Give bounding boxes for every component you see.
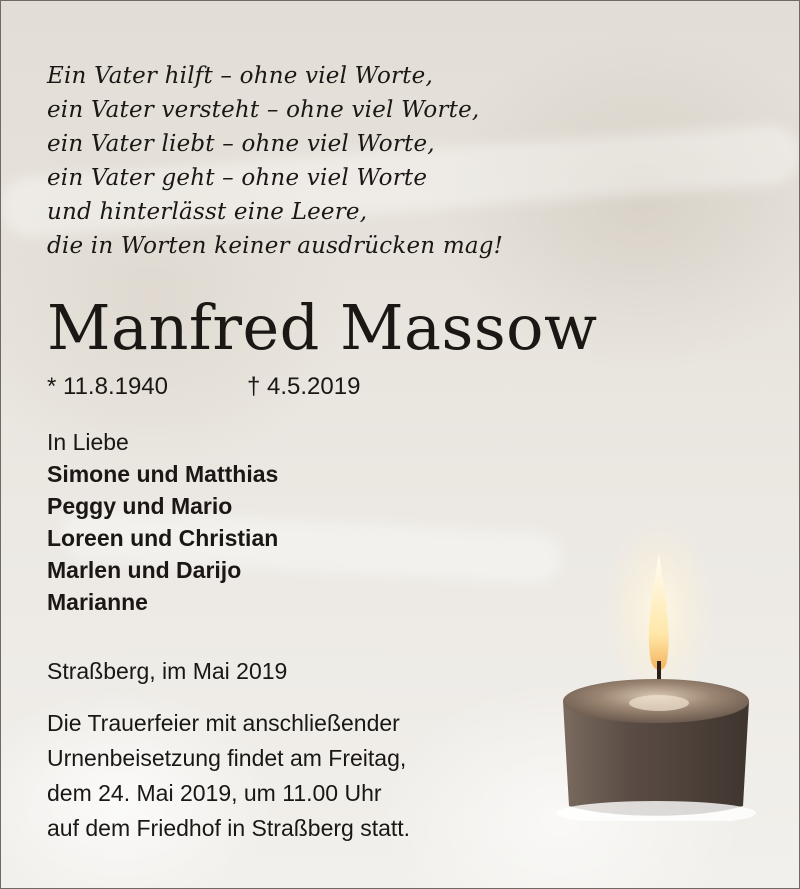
poem-line: ein Vater liebt – ohne viel Worte, [47,131,435,157]
ceremony-line: Die Trauerfeier mit anschließender [47,710,400,736]
mourners-list [47,426,278,618]
poem-line: und hinterlässt eine Leere, [47,199,368,225]
poem-line: Ein Vater hilft – ohne viel Worte, [47,63,433,89]
mourner-name: Loreen und Christian [47,525,279,551]
poem-line: ein Vater geht – ohne viel Worte [47,165,428,191]
mourner-name: Peggy und Mario [47,493,233,519]
mourner-name: Marlen und Darijo [47,557,242,583]
ceremony-info [47,706,410,846]
mourner-name: Marianne [47,589,148,615]
poem [47,59,503,263]
ceremony-line: dem 24. Mai 2019, um 11.00 Uhr [47,780,382,806]
life-dates [47,371,361,403]
ceremony-line: Urnenbeisetzung findet am Freitag, [47,745,407,771]
deceased-name: Manfred Massow [47,291,598,364]
poem-line: die in Worten keiner ausdrücken mag! [47,233,504,259]
poem-line: ein Vater versteht – ohne viel Worte, [47,97,480,123]
place-date: Straßberg, im Mai 2019 [47,658,288,684]
candle-icon [551,521,761,821]
ceremony-line: auf dem Friedhof in Straßberg statt. [47,815,411,841]
death-date: † 4.5.2019 [247,373,361,400]
mourners-intro: In Liebe [47,429,129,455]
birth-date: * 11.8.1940 [47,373,168,400]
mourner-name: Simone und Matthias [47,461,279,487]
